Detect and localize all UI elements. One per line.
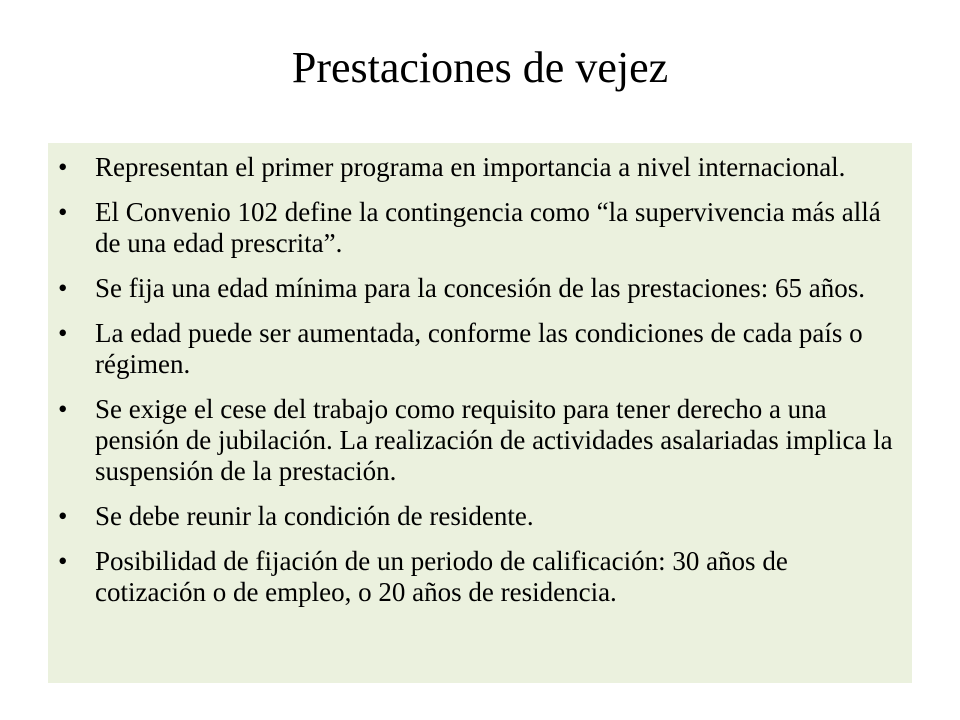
list-item	[48, 501, 912, 532]
bullet-text: Se exige el cese del trabajo como requisito para tener derecho a una pensión de jubilación. La realización de actividades asalariadas implica la suspensión de la prestación.	[95, 394, 893, 486]
list-item	[48, 273, 912, 304]
bullet-icon: •	[58, 318, 68, 348]
bullet-text: El Convenio 102 define la contingencia como “la supervivencia más allá de una edad prescrita”.	[95, 197, 881, 258]
bullet-text: La edad puede ser aumentada, conforme las condiciones de cada país o régimen.	[95, 318, 863, 379]
bullet-text: Representan el primer programa en importancia a nivel internacional.	[95, 152, 846, 182]
bullet-text: Se fija una edad mínima para la concesión de las prestaciones: 65 años.	[95, 273, 865, 303]
bullet-icon: •	[58, 152, 68, 182]
list-item	[48, 152, 912, 183]
list-item	[48, 318, 912, 380]
bullet-icon: •	[58, 501, 68, 531]
slide-title: Prestaciones de vejez	[291, 43, 669, 92]
bullet-icon: •	[58, 546, 68, 576]
bullet-text: Posibilidad de fijación de un periodo de calificación: 30 años de cotización o de empleo, o 20 años de residencia.	[95, 546, 788, 607]
bullet-icon: •	[58, 394, 68, 424]
bullet-icon: •	[58, 273, 68, 303]
bullet-icon: •	[58, 197, 68, 227]
list-item	[48, 546, 912, 608]
list-item	[48, 394, 912, 487]
list-item	[48, 197, 912, 259]
bullet-list	[48, 152, 912, 622]
content-box	[48, 143, 912, 683]
bullet-text: Se debe reunir la condición de residente.	[95, 501, 534, 531]
